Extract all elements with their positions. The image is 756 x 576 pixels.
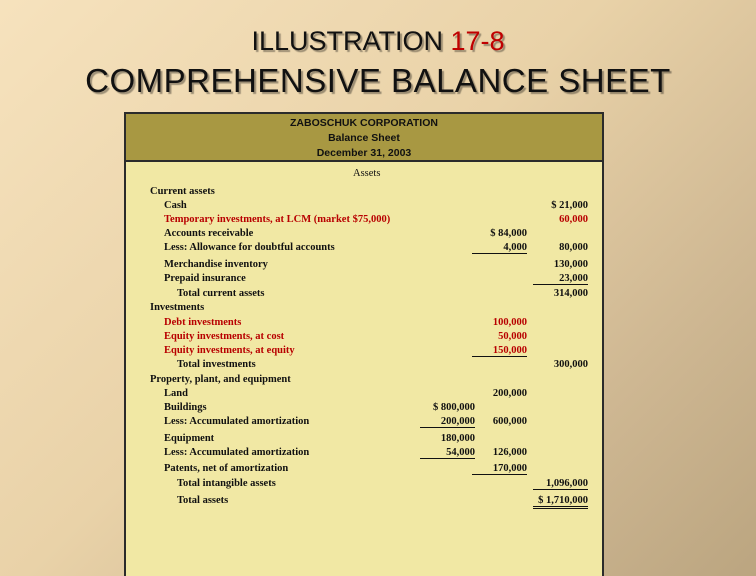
amount-c1: 200,000 [420, 416, 475, 428]
statement-line [126, 288, 602, 302]
line-label: Total current assets [177, 288, 265, 299]
amount-c1: 54,000 [420, 447, 475, 459]
amount-c3: 60,000 [559, 214, 588, 225]
statement-line [126, 259, 602, 273]
amount-c3: 314,000 [553, 288, 588, 299]
line-label: Less: Accumulated amortization [164, 447, 310, 458]
line-label: Investments [150, 302, 205, 313]
amount-c3: 80,000 [559, 242, 588, 253]
statement-line [126, 273, 602, 287]
line-label: Buildings [164, 402, 207, 413]
amount-c3: 300,000 [553, 359, 588, 370]
statement-line [126, 416, 602, 430]
amount-c1: $ 800,000 [433, 402, 475, 413]
balance-sheet-document [124, 112, 604, 576]
line-label: Total intangible assets [177, 478, 276, 489]
section-assets-label: Assets [353, 168, 381, 179]
statement-line [126, 359, 602, 373]
amount-c2: 100,000 [492, 317, 527, 328]
statement-line [126, 242, 602, 256]
line-label: Prepaid insurance [164, 273, 246, 284]
amount-c3: $ 21,000 [551, 200, 588, 211]
line-label: Current assets [150, 186, 215, 197]
amount-c2: 170,000 [472, 463, 527, 475]
section-header-row [126, 168, 602, 182]
slide-subtitle: COMPREHENSIVE BALANCE SHEET [85, 62, 671, 99]
amount-c2: 126,000 [492, 447, 527, 458]
amount-c2: $ 84,000 [490, 228, 527, 239]
line-label: Total assets [177, 495, 229, 506]
amount-c3: $ 1,710,000 [533, 495, 588, 509]
amount-c2: 200,000 [492, 388, 527, 399]
line-label: Equipment [164, 433, 215, 444]
line-label: Equity investments, at equity [164, 345, 295, 356]
line-label: Accounts receivable [164, 228, 254, 239]
line-label: Land [164, 388, 188, 399]
line-label: Less: Accumulated amortization [164, 416, 310, 427]
amount-c3: 23,000 [533, 273, 588, 285]
line-label: Temporary investments, at LCM (market $75,000) [164, 214, 391, 225]
amount-c3: 130,000 [553, 259, 588, 270]
line-label: Property, plant, and equipment [150, 374, 291, 385]
amount-c3: 1,096,000 [533, 478, 588, 490]
statement-line [126, 345, 602, 359]
statement-line [126, 302, 602, 316]
line-label: Equity investments, at cost [164, 331, 285, 342]
statement-date: December 31, 2003 [316, 147, 412, 159]
amount-c2: 4,000 [472, 242, 527, 254]
statement-line [126, 186, 602, 200]
statement-line [126, 447, 602, 461]
statement-header [126, 114, 602, 162]
line-label: Merchandise inventory [164, 259, 268, 270]
title-prefix: ILLUSTRATION [251, 26, 443, 56]
statement-name: Balance Sheet [328, 132, 400, 144]
amount-c2: 150,000 [472, 345, 527, 357]
statement-line [126, 433, 602, 447]
title-number: 17-8 [450, 26, 505, 56]
statement-line [126, 200, 602, 214]
line-label: Total investments [177, 359, 256, 370]
slide-title [0, 26, 756, 56]
statement-line [126, 463, 602, 477]
statement-line [126, 317, 602, 331]
statement-line [126, 402, 602, 416]
amount-c2: 600,000 [492, 416, 527, 427]
line-label: Less: Allowance for doubtful accounts [164, 242, 335, 253]
line-label: Debt investments [164, 317, 242, 328]
statement-line [126, 331, 602, 345]
statement-line [126, 388, 602, 402]
amount-c1: 180,000 [440, 433, 475, 444]
line-label: Patents, net of amortization [164, 463, 289, 474]
statement-line [126, 374, 602, 388]
statement-line [126, 214, 602, 228]
statement-line [126, 228, 602, 242]
amount-c2: 50,000 [498, 331, 527, 342]
line-label: Cash [164, 200, 187, 211]
statement-line [126, 495, 602, 509]
statement-line [126, 478, 602, 492]
company-name: ZABOSCHUK CORPORATION [290, 117, 438, 129]
